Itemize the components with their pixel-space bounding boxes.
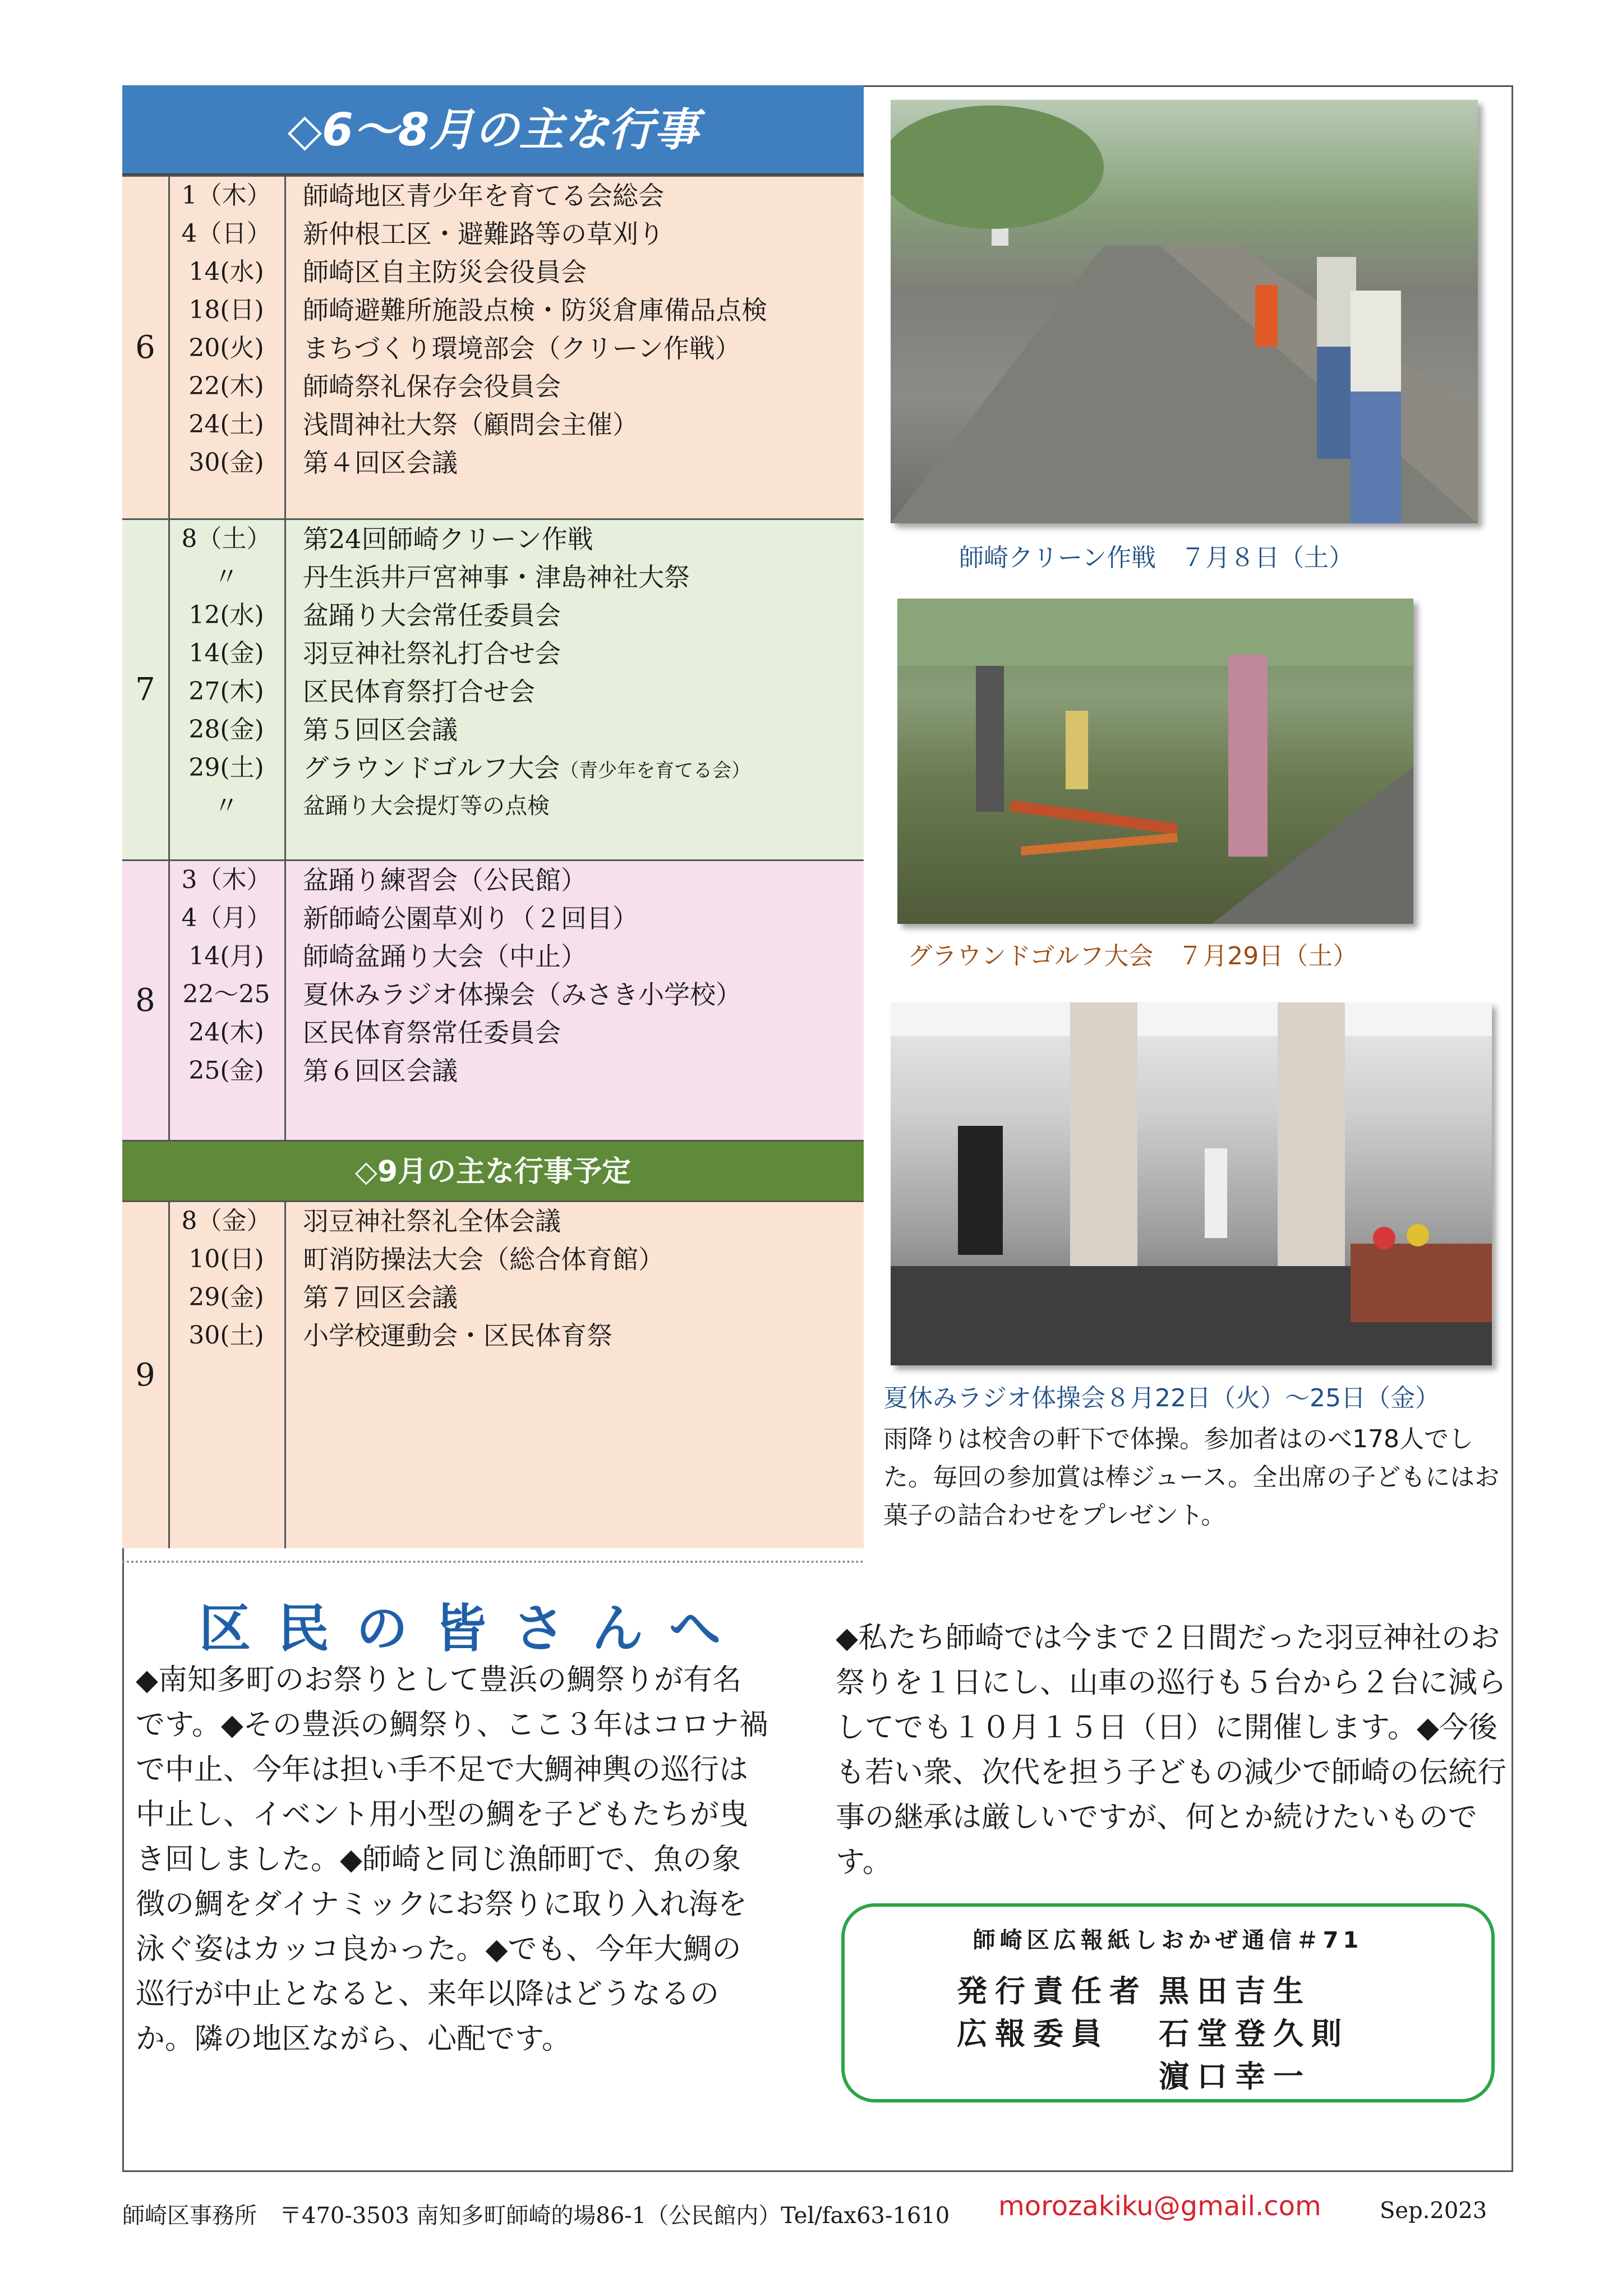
september-title: ◇9月の主な行事予定 bbox=[122, 1140, 864, 1200]
event-name: 小学校運動会・区民体育祭 bbox=[303, 1320, 612, 1351]
event-day: 18(日) bbox=[188, 296, 264, 324]
event-name: 新仲根工区・避難路等の草刈り bbox=[303, 219, 664, 249]
colophon-box bbox=[841, 1903, 1495, 2102]
committee-member: 濵口幸一 bbox=[1159, 2059, 1311, 2094]
event-day: 20(火) bbox=[188, 334, 264, 362]
event-name: 盆踊り大会提灯等の点検 bbox=[303, 793, 550, 819]
event-name: 師崎地区青少年を育てる会総会 bbox=[303, 181, 664, 211]
event-day: 10(日) bbox=[188, 1245, 264, 1273]
event-name: 羽豆神社祭礼打合せ会 bbox=[303, 638, 561, 669]
event-day: 24(土) bbox=[188, 410, 264, 439]
event-name: 羽豆神社祭礼全体会議 bbox=[303, 1206, 561, 1236]
event-name: 第６回区会議 bbox=[303, 1056, 458, 1086]
event-name-with-note bbox=[286, 749, 864, 787]
footer-address: 師崎区事務所 〒470-3503 南知多町師崎的場86-1（公民館内）Tel/fax63-1610 bbox=[122, 2203, 950, 2229]
publisher-name: 黒田吉生 bbox=[1159, 1973, 1311, 2009]
ground-golf-photo bbox=[897, 599, 1413, 924]
event-day: 14(水) bbox=[188, 257, 264, 286]
message-left-paragraph: ◆南知多町のお祭りとして豊浜の鯛祭りが有名です。◆その豊浜の鯛祭り、ここ３年はコロナ禍で中止、今年は担い手不足で大鯛神輿の巡行は中止し、イベント用小型の鯛を子どもたちが曳き回しました。◆師崎と同じ漁師町で、魚の象徴の鯛をダイナミックにお祭りに取り入れ海を泳ぐ姿はカッコ良かった。◆でも、今年大鯛の巡行が中止となると、来年以降はどうなるのか。隣の地区ながら、心配です。 bbox=[136, 1663, 768, 2056]
event-name: 区民体育祭打合せ会 bbox=[303, 677, 535, 707]
event-day: 22(木) bbox=[188, 372, 264, 401]
footer-email[interactable]: morozakiku@gmail.com bbox=[998, 2191, 1321, 2222]
event-day: 27(木) bbox=[188, 677, 264, 706]
schedule-title: ◇6～8月の主な行事 bbox=[122, 85, 864, 175]
event-name: 新師崎公園草刈り（２回目） bbox=[303, 903, 638, 933]
event-note: （青少年を育てる会） bbox=[560, 760, 751, 782]
event-day: 30(土) bbox=[188, 1321, 264, 1350]
message-title: 区民の皆さんへ bbox=[199, 1599, 748, 1659]
event-name: まちづくり環境部会（クリーン作戦） bbox=[303, 333, 741, 364]
month-number: 6 bbox=[122, 177, 170, 518]
event-day: 〃 bbox=[214, 792, 239, 820]
event-day: 12(水) bbox=[188, 601, 264, 629]
event-name: 師崎避難所施設点検・防災倉庫備品点検 bbox=[303, 295, 767, 325]
section-divider bbox=[122, 1548, 864, 1563]
event-day: 29(金) bbox=[188, 1283, 264, 1312]
event-name: 第24回師崎クリーン作戦 bbox=[303, 524, 593, 554]
month-block-september bbox=[122, 1200, 864, 1548]
radio-exercise-photo bbox=[891, 1002, 1492, 1365]
event-name: 盆踊り大会常任委員会 bbox=[303, 600, 561, 631]
radio-exercise-caption: 夏休みラジオ体操会８月22日（火）～25日（金） bbox=[883, 1384, 1440, 1412]
event-name: 浅間神社大祭（顧問会主催） bbox=[303, 409, 638, 440]
event-name: 盆踊り練習会（公民館） bbox=[303, 865, 587, 895]
event-day: 〃 bbox=[214, 563, 239, 591]
month-number: 7 bbox=[122, 520, 170, 859]
event-day: 28(金) bbox=[188, 715, 264, 744]
event-day: 29(土) bbox=[188, 753, 264, 782]
cleanup-caption: 師崎クリーン作戦 ７月８日（土） bbox=[959, 544, 1354, 572]
publisher-label: 発行責任者 bbox=[957, 1973, 1148, 2009]
event-name: 第５回区会議 bbox=[303, 715, 458, 745]
event-name: 第７回区会議 bbox=[303, 1282, 458, 1313]
event-name: 町消防操法大会（総合体育館） bbox=[303, 1244, 664, 1274]
event-name: 師崎区自主防災会役員会 bbox=[303, 257, 587, 287]
committee-label: 広報委員 bbox=[957, 2016, 1109, 2051]
month-block-august bbox=[122, 859, 864, 1140]
event-name: 師崎祭礼保存会役員会 bbox=[303, 371, 561, 402]
event-day: 4（月） bbox=[181, 904, 271, 932]
event-name: 第４回区会議 bbox=[303, 448, 458, 478]
event-name: 丹生浜井戸宮神事・津島神社大祭 bbox=[303, 562, 690, 592]
month-block-june bbox=[122, 175, 864, 518]
event-day: 25(金) bbox=[188, 1056, 264, 1085]
radio-exercise-note: 雨降りは校舎の軒下で体操。参加者はのべ178人でした。毎回の参加賞は棒ジュース。全出席の子どもにはお菓子の詰合わせをプレゼント。 bbox=[883, 1425, 1500, 1530]
event-day: 14(月) bbox=[188, 942, 264, 970]
event-day: 30(金) bbox=[188, 448, 264, 477]
month-block-july bbox=[122, 518, 864, 859]
footer-date: Sep.2023 bbox=[1380, 2198, 1487, 2224]
committee-member: 石堂登久則 bbox=[1159, 2016, 1349, 2051]
month-number: 9 bbox=[122, 1202, 170, 1548]
event-day: 1（木） bbox=[181, 181, 271, 210]
event-day: 8（土） bbox=[181, 524, 271, 553]
event-day: 3（木） bbox=[181, 866, 271, 894]
colophon-title: 師崎区広報紙しおかぜ通信＃71 bbox=[973, 1927, 1363, 1953]
event-day: 24(木) bbox=[188, 1018, 264, 1047]
event-name: 区民体育祭常任委員会 bbox=[303, 1018, 561, 1048]
cleanup-photo bbox=[891, 100, 1478, 523]
event-day: 14(金) bbox=[188, 639, 264, 668]
message-right-paragraph: ◆私たち師崎では今まで２日間だった羽豆神社のお祭りを１日にし、山車の巡行も５台から２台に減らしてでも１０月１５日（日）に開催します。◆今後も若い衆、次代を担う子どもの減少で師崎の伝統行事の継承は厳しいですが、何とか続けたいものです。 bbox=[836, 1621, 1507, 1879]
event-day: 22～25 bbox=[182, 980, 270, 1009]
event-name: 夏休みラジオ体操会（みさき小学校） bbox=[303, 979, 741, 1010]
month-number: 8 bbox=[122, 861, 170, 1140]
event-name: グラウンドゴルフ大会 bbox=[303, 753, 560, 783]
event-day: 8（金） bbox=[181, 1207, 271, 1235]
event-day: 4（日） bbox=[181, 219, 271, 248]
event-name: 師崎盆踊り大会（中止） bbox=[303, 941, 587, 972]
ground-golf-caption: グラウンドゴルフ大会 ７月29日（土） bbox=[907, 942, 1358, 970]
